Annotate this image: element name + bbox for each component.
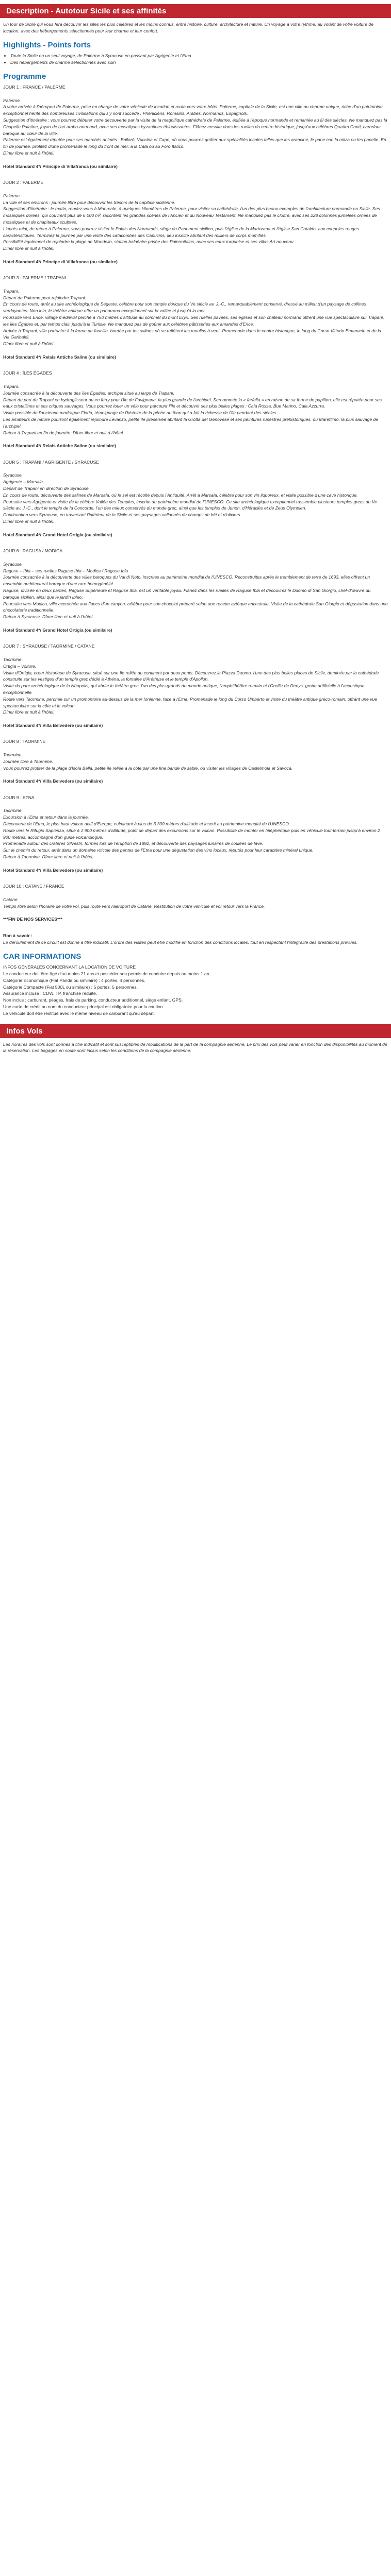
- spacer: [3, 634, 388, 640]
- spacer: [3, 554, 388, 561]
- day-paragraph: Palerme est également réputée pour ses marchés animés : Ballarò, Vucciria et Capo, où vous pourrez goûter aux spécialités locales telles que les arancine, le pane con la milza ou les panelle. En fin de journée, profitez d'une promenade le long du front de mer, à la Cala ou au Foro Italico.: [3, 137, 386, 149]
- day-paragraph: En cours de route, arrêt au site archéologique de Ségeste, célèbre pour son temple dorique du Ve siècle av. J.-C., remarquablement conservé, dressé au milieu d'un paysage de collines verdoyantes. Non loin, le théâtre antique offre un panorama exceptionnel sur la vallée et jusqu'à la mer.: [3, 301, 366, 314]
- day-paragraph: Temps libre selon l'horaire de votre vol, puis route vers l'aéroport de Catane. Restitution de votre véhicule et vol retour vers la France.: [3, 903, 265, 909]
- day-paragraph: Dîner libre et nuit à l'hôtel.: [3, 518, 55, 524]
- day-paragraph: Dîner libre et nuit à l'hôtel.: [3, 709, 55, 715]
- highlights-title: Highlights - Points forts: [3, 41, 91, 50]
- spacer: [3, 91, 388, 97]
- day-title: JOUR 9 : ETNA: [3, 794, 35, 800]
- day-paragraph: L'après-midi, de retour à Palerme, vous pourrez visiter le Palais des Normands, siège du Parlement sicilien, puis l'église de la Martorana et l'église San Cataldo, aux coupoles rouges caractéristiques. Terminez la journée par une visite des catacombes des Capucins, lieu insolite abritant des milliers de corps momifiés.: [3, 226, 359, 238]
- day-paragraph: Départ de Palerme pour rejoindre Trapani.: [3, 295, 86, 300]
- spacer: [3, 873, 388, 880]
- page: [0, 0, 391, 1054]
- day-paragraph: Journée consacrée à la découverte des îles Égades, archipel situé au large de Trapani.: [3, 390, 174, 396]
- day-section: [3, 738, 388, 791]
- spacer: [3, 252, 388, 259]
- day-paragraph: En cours de route, découverte des salines de Marsala, où le sel est récolté depuis l'Antiquité. Arrêt à Marsala, célèbre pour son vin liquoreux, et visite possible d'une cave historique.: [3, 492, 358, 498]
- day-paragraph: Poursuite vers Modica, ville accrochée aux flancs d'un canyon, célèbre pour son chocolat préparé selon une recette aztèque ancestrale. Visite de la cathédrale San Giorgio et dégustation dans une chocolaterie traditionnelle.: [3, 601, 388, 613]
- day-paragraph: Arrivée à Trapani, ville portuaire à la forme de faucille, bordée par les salines où se reflètent les moulins à vent. Promenade dans le centre historique, le long du Corso Vittorio Emanuele et de la Via Garibaldi.: [3, 328, 381, 340]
- day-paragraph: Agrigente – Marsala.: [3, 479, 44, 485]
- spacer: [3, 377, 388, 383]
- day-location: Taormine.: [3, 808, 23, 814]
- spacer: [3, 650, 388, 656]
- spacer: [3, 890, 388, 896]
- day-hotel: Hotel Standard 4*/ Villa Belvedere (ou similaire): [3, 778, 103, 784]
- day-location: Palerme.: [3, 193, 21, 198]
- spacer: [3, 729, 388, 736]
- spacer: [3, 265, 388, 272]
- car-info-item: Le conducteur doit être âgé d'au moins 21 ans et posséder son permis de conduire depuis au moins 1 an.: [3, 971, 210, 976]
- day-section: [3, 794, 388, 880]
- day-paragraph: Excursion à l'Etna et retour dans la journée.: [3, 815, 89, 820]
- day-paragraph: Retour à Trapani en fin de journée. Dîner libre et nuit à l'hôtel.: [3, 430, 124, 435]
- day-paragraph: Découverte de l'Etna, le plus haut volcan actif d'Europe, culminant à plus de 3 300 mètres d'altitude et inscrit au patrimoine mondial de l'UNESCO.: [3, 821, 290, 827]
- day-paragraph: Journée libre à Taormine.: [3, 758, 54, 764]
- day-paragraph: La ville et ses environs : journée libre pour découvrir les trésors de la capitale sicilienne.: [3, 199, 175, 205]
- spacer: [3, 771, 388, 778]
- spacer: [3, 436, 388, 443]
- day-section: [3, 548, 388, 640]
- day-title: JOUR 3 : PALERME / TRAPANI: [3, 275, 66, 281]
- day-section: [3, 643, 388, 735]
- day-paragraph: Route vers le Rifugio Sapienza, situé à 1 900 mètres d'altitude, point de départ des excursions sur le volcan. Possibilité de monter en téléphérique puis en véhicule tout-terrain jusqu'à environ 2 900 mètres, accompagné d'un guide volcanologue.: [3, 827, 380, 840]
- day-paragraph: A votre arrivée à l'aéroport de Palerme, prise en charge de votre véhicule de location et route vers votre hôtel. Palerme, capitale de la Sicile, est une ville au charme unique, riche d'un patrimoine exceptionnel hérité des nombreuses civilisations qui s'y sont succédé : Phéniciens, Romains, Arabes, Normands, Espagnols.: [3, 104, 383, 116]
- car-info-item: Une carte de crédit au nom du conducteur principal est obligatoire pour la caution.: [3, 1004, 164, 1009]
- day-title: JOUR 2 : PALERME: [3, 180, 44, 185]
- highlight-item: • Des hébergements de charme sélectionnés avec soin: [10, 59, 388, 66]
- day-location: Palerme.: [3, 97, 21, 103]
- day-paragraph: Suggestion d'itinéraire : le matin, rendez-vous à Monreale, à quelques kilomètres de Palerme, pour visiter sa cathédrale, l'un des plus beaux exemples de l'architecture normande en Sicile. Ses mosaïques dorées, qui couvrent plus de 6 000 m², racontent les grandes scènes de l'Ancien et du Nouveau Testament. Ne manquez pas le cloître, avec ses 228 colonnes jumelées ornées de mosaïques et de chapiteaux sculptés.: [3, 206, 380, 225]
- spacer: [3, 620, 388, 627]
- spacer: [3, 186, 388, 193]
- day-paragraph: Départ du port de Trapani en hydroglisseur ou en ferry pour l'île de Favignana, la plus grande de l'archipel. Surnommée la « farfalla » en raison de sa forme de papillon, elle est réputée pour ses eaux cristallines et ses criques sauvages. Vous pourrez louer un vélo pour parcourir l'île et découvrir ses plus belles plages : Cala Rossa, Bue Marino, Cala Azzurra.: [3, 397, 382, 409]
- day-paragraph: Vous pourrez profiter de la plage d'Isola Bella, petite île reliée à la côte par une fine bande de sable, ou visiter les villages de Castelmola et Savoca.: [3, 765, 293, 771]
- car-info-item: INFOS GÉNÉRALES CONCERNANT LA LOCATION DE VOITURE: [3, 964, 136, 970]
- day-title: JOUR 7 : SYRACUSE / TAORMINE / CATANE: [3, 643, 95, 649]
- day-section: [3, 459, 388, 545]
- day-hotel: Hotel Standard 4*/ Grand Hotel Ortigia (ou similaire): [3, 627, 112, 633]
- infos-text: Les horaires des vols sont donnés à titre indicatif et sont susceptibles de modifications de la part de la compagnie aérienne. Le prix des vols peut varier en fonction des disponibilités au moment de la réservation. Les bagages en soute sont inclus selon les conditions de la compagnie aérienne.: [3, 1041, 387, 1054]
- spacer: [3, 538, 388, 545]
- spacer: [3, 785, 388, 791]
- day-paragraph: Dîner libre et nuit à l'hôtel.: [3, 341, 55, 347]
- highlights-list: [3, 53, 388, 66]
- day-location: Syracuse.: [3, 561, 23, 567]
- day-hotel: ***FIN DE NOS SERVICES***: [3, 917, 62, 922]
- day-title: JOUR 6 : RAGUSA / MODICA: [3, 548, 63, 554]
- intro-text: Un tour de Sicile qui vous fera découvrir les sites les plus célèbres et les moins connus, entre histoire, culture, architecture et nature. Un voyage à votre rythme, au volant de votre voiture de location, avec des hébergements sélectionnés pour leur charme et leur confort.: [3, 22, 373, 33]
- days-list: [3, 84, 388, 929]
- day-paragraph: Possibilité également de rejoindre la plage de Mondello, station balnéaire prisée des Palermitains, avec ses eaux turquoise et ses villas Art nouveau.: [3, 239, 295, 245]
- spacer: [3, 157, 388, 163]
- spacer: [3, 347, 388, 354]
- spacer: [3, 281, 388, 288]
- car-info-item: Le véhicule doit être restitué avec le même niveau de carburant qu'au départ.: [3, 1010, 155, 1016]
- content: [0, 21, 391, 1017]
- infos-content: [0, 1041, 391, 1055]
- day-paragraph: Poursuite vers Erice, village médiéval perché à 750 mètres d'altitude au sommet du mont Eryx. Ses ruelles pavées, ses églises et son château normand offrent une vue spectaculaire sur Trapani, les îles Égades et, par temps clair, jusqu'à la Tunisie. Ne manquez pas de goûter aux célèbres pâtisseries aux amandes d'Erice.: [3, 315, 384, 327]
- spacer: [3, 745, 388, 752]
- spacer: [3, 525, 388, 532]
- spacer: [3, 860, 388, 867]
- car-info-item: Catégorie Compacte (Fiat 500L ou similaire) : 5 portes, 5 personnes.: [3, 984, 138, 990]
- day-location: Catane.: [3, 896, 19, 902]
- car-info-item: Catégorie Économique (Fiat Panda ou similaire) : 4 portes, 4 personnes.: [3, 977, 145, 983]
- day-hotel: Hotel Standard 4*/ Grand Hotel Ortigia (ou similaire): [3, 532, 112, 537]
- day-hotel: Hotel Standard 4*/ Relais Antiche Saline (ou similaire): [3, 443, 116, 449]
- day-paragraph: Dîner libre et nuit à l'hôtel.: [3, 150, 55, 156]
- day-paragraph: Poursuite vers Agrigente et visite de la célèbre Vallée des Temples, inscrite au patrimoine mondial de l'UNESCO. Ce site archéologique exceptionnel rassemble plusieurs temples grecs du Ve siècle av. J.-C., dont le temple de la Concorde, l'un des mieux conservés du monde grec, ainsi que les temples de Junon, d'Héraclès et de Zeus Olympien.: [3, 499, 377, 511]
- day-paragraph: Route vers Taormine, perchée sur un promontoire au-dessus de la mer Ionienne, face à l'Etna. Promenade le long du Corso Umberto et visite du théâtre antique gréco-romain, offrant une vue spectaculaire sur la côte et le volcan.: [3, 696, 378, 708]
- day-hotel: Hotel Standard 4*/ Villa Belvedere (ou similaire): [3, 722, 103, 728]
- day-title: JOUR 5 : TRAPANI / AGRIGENTE / SYRACUSE: [3, 459, 99, 465]
- day-paragraph: Retour à Syracuse. Dîner libre et nuit à l'hôtel.: [3, 614, 94, 620]
- day-paragraph: Dîner libre et nuit à l'hôtel.: [3, 246, 55, 251]
- day-section: [3, 179, 388, 272]
- day-title: JOUR 8 : TAORMINE: [3, 739, 46, 744]
- day-paragraph: Visite du parc archéologique de la Néapolis, qui abrite le théâtre grec, l'un des plus grands du monde antique, l'amphithéâtre romain et l'Oreille de Denys, grotte artificielle à l'acoustique exceptionnelle.: [3, 683, 365, 695]
- spacer: [3, 716, 388, 722]
- day-hotel: Hotel Standard 4*/ Principe di Villafranca (ou similaire): [3, 259, 118, 264]
- day-paragraph: Visite possible de l'ancienne madrague Florio, témoignage de l'histoire de la pêche au thon qui a fait la richesse de l'île pendant des siècles.: [3, 410, 278, 416]
- bon-text: Le déroulement de ce circuit est donné à titre indicatif. L'ordre des visites peut être modifié en fonction des conditions locales, tout en respectant l'intégralité des prestations prévues.: [3, 939, 358, 945]
- car-info-item: Assurance incluse : CDW, TP, franchise réduite.: [3, 991, 97, 996]
- day-paragraph: Promenade autour des cratères Silvestri, formés lors de l'éruption de 1892, et découverte des paysages lunaires de coulées de lave.: [3, 841, 264, 846]
- day-location: Trapani.: [3, 384, 19, 389]
- spacer: [3, 801, 388, 808]
- bon-title: Bon à savoir :: [3, 933, 32, 938]
- day-paragraph: Raguse, divisée en deux parties, Raguse Supérieure et Raguse Ibla, est un véritable joyau. Flânez dans les ruelles de Raguse Ibla et découvrez le Duomo di San Giorgio, chef-d'œuvre du baroque sicilien, ainsi que le jardin Ibleo.: [3, 587, 371, 600]
- day-paragraph: Ortigia – Voiture.: [3, 663, 37, 669]
- day-section: [3, 275, 388, 367]
- day-location: Taormine.: [3, 752, 23, 758]
- spacer: [3, 923, 388, 929]
- car-info-list: [3, 964, 388, 1016]
- infos-vols-banner: Infos Vols: [0, 1024, 391, 1038]
- day-section: [3, 370, 388, 455]
- day-paragraph: Continuation vers Syracuse, en traversant l'intérieur de la Sicile et ses paysages vallonnés de champs de blé et d'oliviers.: [3, 512, 241, 518]
- day-location: Trapani.: [3, 288, 19, 294]
- day-title: JOUR 1 : FRANCE / PALERME: [3, 84, 66, 90]
- spacer: [3, 909, 388, 916]
- day-paragraph: Départ de Trapani en direction de Syracuse.: [3, 486, 90, 491]
- day-paragraph: Sur le chemin du retour, arrêt dans un domaine viticole des pentes de l'Etna pour une dégustation des vins locaux, réputés pour leur caractère minéral unique.: [3, 848, 314, 853]
- day-location: Syracuse.: [3, 472, 23, 478]
- day-location: Taormine.: [3, 656, 23, 662]
- spacer: [3, 466, 388, 472]
- day-hotel: Hotel Standard 4*/ Villa Belvedere (ou similaire): [3, 867, 103, 873]
- spacer: [3, 170, 388, 176]
- day-hotel: Hotel Standard 4*/ Relais Antiche Saline (ou similaire): [3, 354, 116, 360]
- day-title: JOUR 4 : ÎLES ÉGADES: [3, 370, 52, 376]
- car-title: CAR INFORMATIONS: [3, 952, 82, 961]
- highlight-item: • Toute la Sicile en un seul voyage, de Palerme à Syracuse en passant par Agrigente et l'Etna: [10, 53, 388, 59]
- programme-title: Programme: [3, 72, 46, 81]
- day-paragraph: Visite d'Ortigia, cœur historique de Syracuse, situé sur une île reliée au continent par deux ponts. Découvrez la Piazza Duomo, l'une des plus belles places de Sicile, dominée par la cathédrale construite sur les vestiges d'un temple grec dédié à Athéna, la fontaine d'Aréthuse et le temple d'Apollon.: [3, 670, 379, 682]
- day-paragraph: Raguse – Ibla – ses ruelles Raguse Ibla – Modica / Raguse Ibla: [3, 568, 128, 573]
- spacer: [3, 449, 388, 456]
- day-paragraph: Suggestion d'itinéraire : vous pourrez débuter votre découverte par la visite de la magnifique cathédrale de Palerme, édifiée à l'époque normande et remaniée au fil des siècles. Ne manquez pas la Chapelle Palatine, joyau de l'art arabo-normand, avec ses mosaïques byzantines éblouissantes. Flânez ensuite dans les ruelles du centre historique, jusqu'aux célèbres Quattro Canti, carrefour baroque au cœur de la ville.: [3, 117, 387, 136]
- day-section: [3, 84, 388, 176]
- day-title: JOUR 10 : CATANE / FRANCE: [3, 884, 64, 889]
- day-paragraph: Retour à Taormine. Dîner libre et nuit à l'hôtel.: [3, 854, 94, 860]
- day-section: [3, 883, 388, 929]
- description-banner: Description - Autotour Sicile et ses affinités: [0, 4, 391, 18]
- spacer: [3, 361, 388, 367]
- day-hotel: Hotel Standard 4*/ Principe di Villafranca (ou similaire): [3, 163, 118, 169]
- car-info-item: Non inclus : carburant, péages, frais de parking, conducteur additionnel, siège enfant, GPS.: [3, 997, 183, 1003]
- day-paragraph: Les amateurs de nature pourront également rejoindre Levanzo, petite île préservée abritant la Grotta del Genovese et ses peintures rupestres préhistoriques, ou Marettimo, la plus sauvage de l'archipel.: [3, 417, 379, 429]
- day-paragraph: Journée consacrée à la découverte des villes baroques du Val di Noto, inscrites au patrimoine mondial de l'UNESCO. Reconstruites après le tremblement de terre de 1693, elles offrent un ensemble architectural baroque d'une rare homogénéité.: [3, 574, 370, 587]
